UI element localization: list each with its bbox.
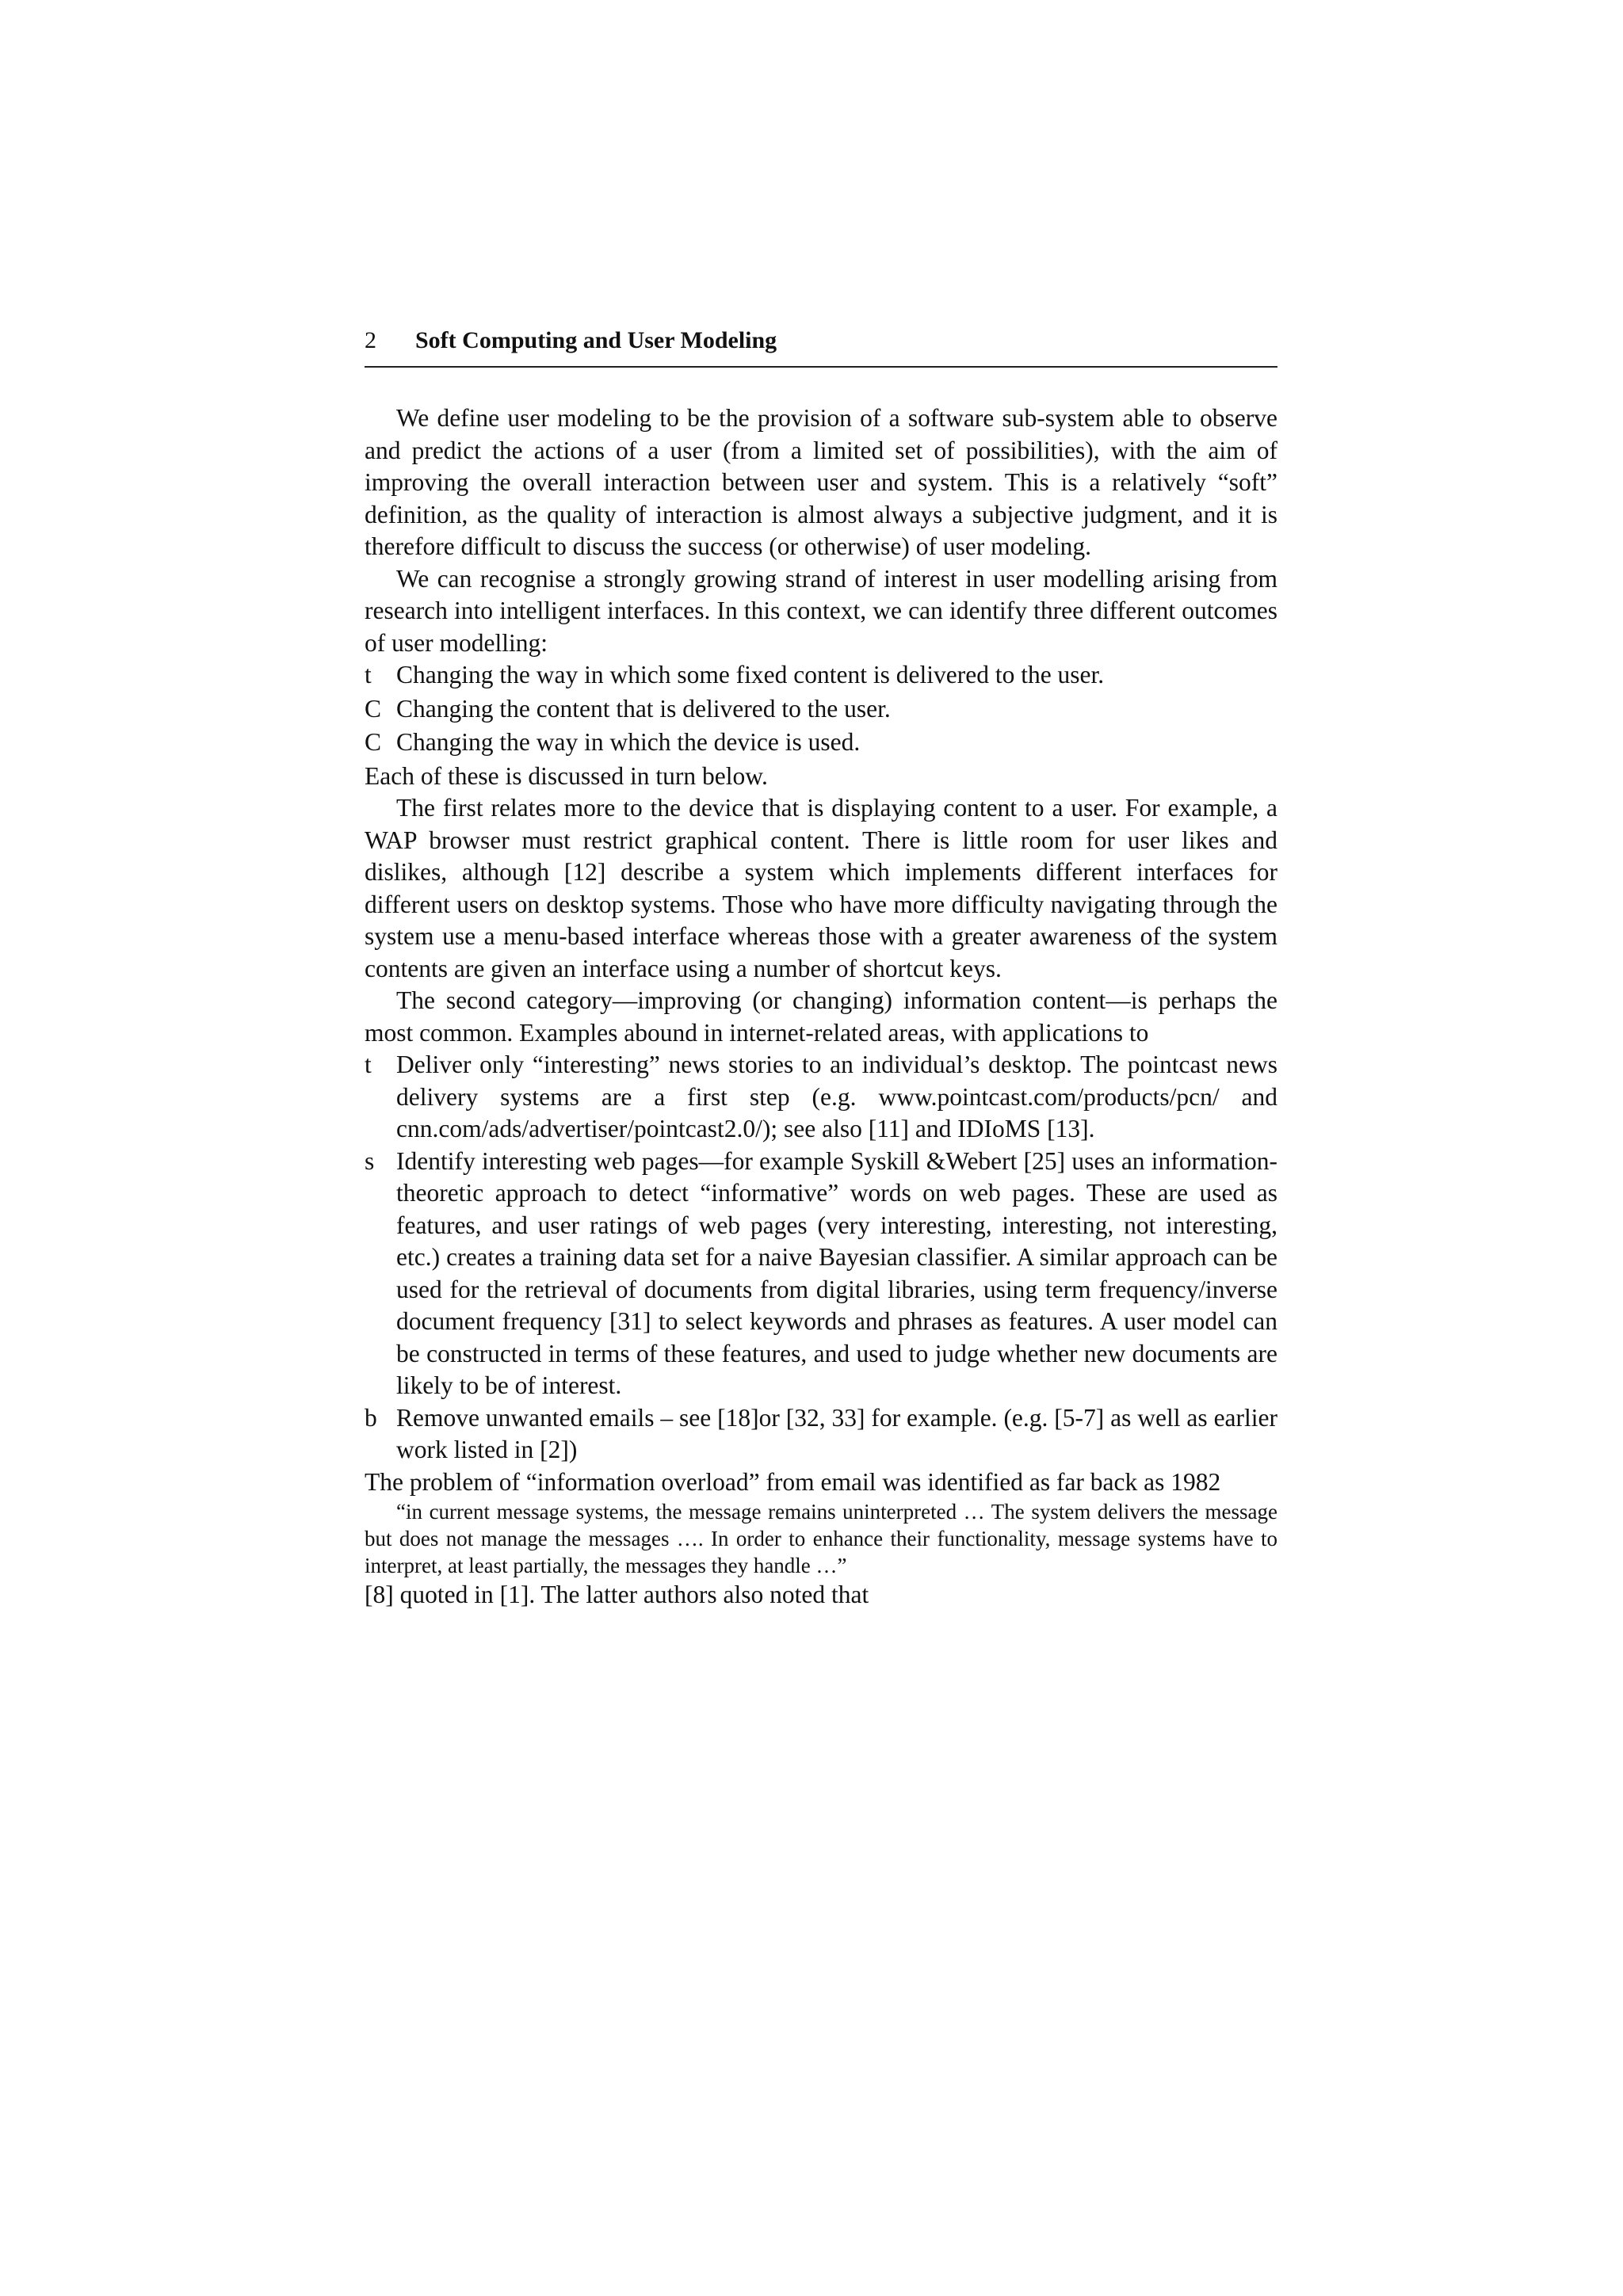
page-number: 2 xyxy=(365,327,376,353)
list-item-text: Changing the way in which the device is used. xyxy=(396,728,861,756)
running-head xyxy=(365,325,1277,368)
list-item-text: Remove unwanted emails – see [18]or [32, 33] for example. (e.g. [5-7] as well as earlier work listed in [2]) xyxy=(396,1403,1277,1463)
list-item xyxy=(365,659,1277,692)
outcomes-list xyxy=(365,659,1277,759)
body-text xyxy=(365,402,1277,1611)
list-item-text: Changing the content that is delivered to the user. xyxy=(396,694,891,723)
list-marker: C xyxy=(365,728,382,756)
list-item xyxy=(365,1146,1277,1402)
list-marker: t xyxy=(365,1051,372,1078)
list-item-text: Changing the way in which some fixed content is delivered to the user. xyxy=(396,661,1105,688)
page xyxy=(365,325,1277,1611)
paragraph-outcomes-intro: We can recognise a strongly growing strand of interest in user modelling arising from research into intelligent interfaces. In this context, we can identify three different outcomes of user modelling: xyxy=(365,564,1277,657)
list-marker: t xyxy=(365,661,372,688)
paragraph-information-overload: The problem of “information overload” from email was identified as far back as 1982 xyxy=(365,1467,1221,1496)
block-quote: “in current message systems, the message remains uninterpreted … The system delivers the message but does not manage the messages …. In order to enhance their functionality, message systems have to interpret, at least partially, the messages they handle …” xyxy=(365,1500,1277,1577)
list-item-text: Identify interesting web pages—for example Syskill &Webert [25] uses an information-theoretic approach to detect “informative” words on web pages. These are used as features, and user ratings of web pages (very interesting, interesting, not interesting, etc.) creates a training data set for a naive Bayesian classifier. A similar approach can be used for the retrieval of documents from digital libraries, using term frequency/inverse document frequency [31] to select keywords and phrases as features. A user model can be constructed in terms of these features, and used to judge whether new documents are likely to be of interest. xyxy=(396,1146,1277,1399)
list-marker: C xyxy=(365,694,382,723)
list-marker: s xyxy=(365,1146,375,1175)
paragraph-content: The second category—improving (or changing) information content—is perhaps the most common. Examples abound in internet-related areas, with applications to xyxy=(365,986,1277,1047)
paragraph-definition: We define user modeling to be the provision of a software sub-system able to observe and predict the actions of a user (from a limited set of possibilities), with the aim of improving the overall interaction between user and system. This is a relatively “soft” definition, as the quality of interaction is almost always a subjective judgment, and it is therefore difficult to discuss the success (or otherwise) of user modeling. xyxy=(365,404,1277,560)
paragraph-device: The first relates more to the device that is displaying content to a user. For example, a WAP browser must restrict graphical content. There is little room for user likes and dislikes, although [12] describe a system which implements different interfaces for different users on desktop systems. Those who have more difficulty navigating through the system use a menu-based interface whereas those with a greater awareness of the system contents are given an interface using a number of shortcut keys. xyxy=(365,794,1277,982)
list-marker: b xyxy=(365,1403,377,1432)
list-item-text: Deliver only “interesting” news stories to an individual’s desktop. The pointcast news delivery systems are a first step (e.g. www.pointcast.com/products/pcn/ and cnn.com/ads/advertiser/pointcast2.0/); see also [11] and IDIoMS [13]. xyxy=(396,1051,1277,1142)
paragraph-discussion-note: Each of these is discussed in turn below. xyxy=(365,761,768,790)
list-item xyxy=(365,693,1277,726)
list-item xyxy=(365,1402,1277,1466)
running-title: Soft Computing and User Modeling xyxy=(415,327,777,353)
list-item xyxy=(365,727,1277,759)
paragraph-quoted-source: [8] quoted in [1]. The latter authors also noted that xyxy=(365,1581,869,1608)
list-item xyxy=(365,1049,1277,1146)
applications-list xyxy=(365,1049,1277,1466)
